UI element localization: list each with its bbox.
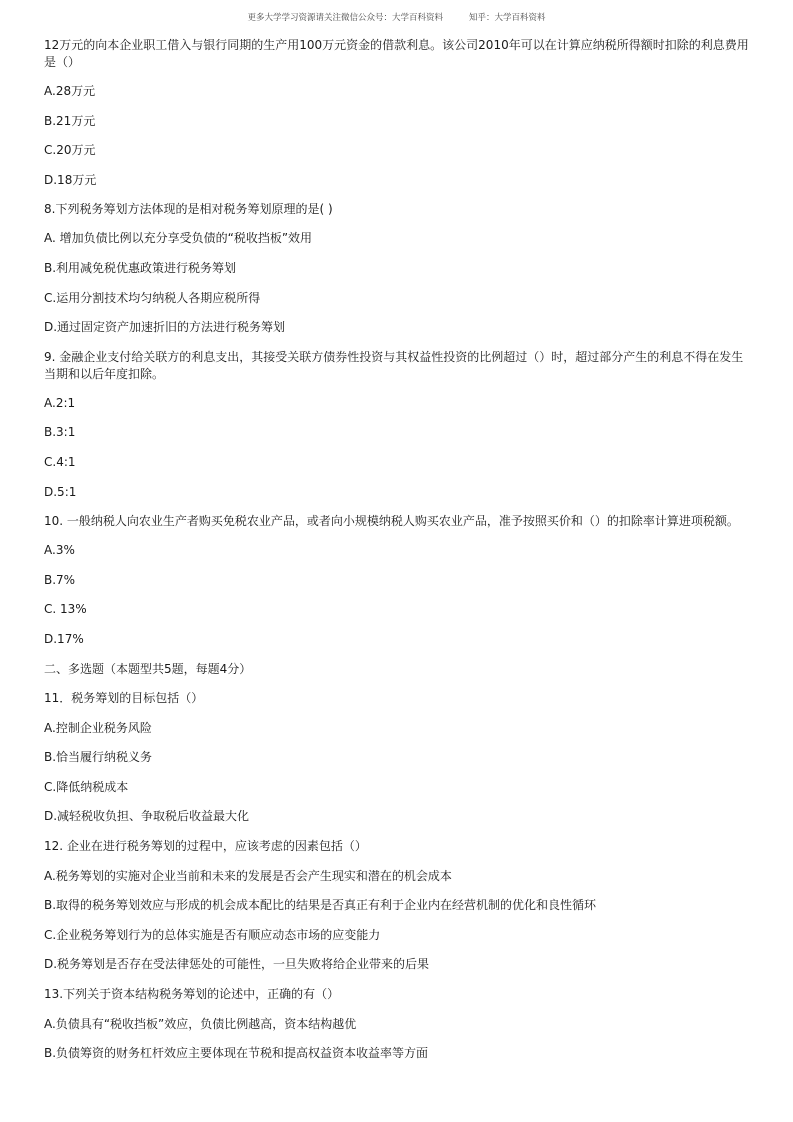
answer-option: B.7% [44, 572, 76, 587]
answer-option: D.减轻税收负担、争取税后收益最大化 [44, 809, 250, 824]
answer-option: 13.下列关于资本结构税务筹划的论述中，正确的有（） [44, 987, 340, 1002]
answer-option: D.税务筹划是否存在受法律惩处的可能性，一旦失败将给企业带来的后果 [44, 957, 430, 972]
page-header [0, 11, 793, 23]
question-text: 10. 一般纳税人向农业生产者购买免税农业产品，或者向小规模纳税人购买农业产品，准予按照买价和（）的扣除率计算进项税额。 [44, 514, 739, 529]
answer-option: 12. 企业在进行税务筹划的过程中，应该考虑的因素包括（） [44, 839, 367, 854]
answer-option: A.28万元 [44, 84, 96, 98]
answer-option: B.3:1 [44, 425, 76, 440]
question-text: 8.下列税务筹划方法体现的是相对税务筹划原理的是( ) [44, 202, 333, 217]
answer-option: B.21万元 [44, 113, 96, 128]
answer-option: D.通过固定资产加速折旧的方法进行税务筹划 [44, 320, 286, 335]
answer-option: D.17% [44, 631, 84, 646]
answer-option: C.降低纳税成本 [44, 779, 129, 794]
answer-option: D.18万元 [44, 172, 97, 187]
answer-option: A.3% [44, 543, 75, 558]
answer-option: C.运用分割技术均匀纳税人各期应税所得 [44, 290, 261, 305]
exam-content [44, 37, 754, 1075]
answer-option: A.税务筹划的实施对企业当前和未来的发展是否会产生现实和潜在的机会成本 [44, 868, 452, 883]
answer-option: A.2:1 [44, 395, 76, 410]
answer-option: C. 13% [44, 602, 87, 617]
answer-option: A. 增加负债比例以充分享受负债的“税收挡板”效用 [44, 231, 313, 246]
answer-option: C.企业税务筹划行为的总体实施是否有顺应动态市场的应变能力 [44, 927, 381, 942]
answer-option: B.负债筹资的财务杠杆效应主要体现在节税和提高权益资本收益率等方面 [44, 1046, 429, 1061]
answer-option: D.5:1 [44, 484, 77, 499]
answer-option: B.利用减免税优惠政策进行税务筹划 [44, 260, 237, 275]
answer-option: C.4:1 [44, 454, 76, 469]
answer-option: B.恰当履行纳税义务 [44, 750, 153, 765]
answer-option: C.20万元 [44, 143, 96, 158]
header-zhihu-note: 知乎：大学百科资料 [469, 13, 546, 23]
answer-option: A.负债具有“税收挡板”效应，负债比例越高，资本结构越优 [44, 1016, 357, 1031]
header-wechat-note: 更多大学学习资源请关注微信公众号：大学百科资料 [247, 13, 443, 23]
answer-option: 二、多选题（本题型共5题，每题4分） [44, 661, 252, 676]
answer-option: B.取得的税务筹划效应与形成的机会成本配比的结果是否真正有利于企业内在经营机制的优化和良性循环 [44, 898, 597, 913]
answer-option: A.控制企业税务风险 [44, 720, 152, 735]
answer-option: 11．税务筹划的目标包括（） [44, 691, 204, 706]
question-text: 12万元的向本企业职工借入与银行同期的生产用100万元资金的借款利息。该公司2010年可以在计算应纳税所得额时扣除的利息费用是（） [44, 38, 749, 69]
question-text: 9. 金融企业支付给关联方的利息支出，其接受关联方债券性投资与其权益性投资的比例超过（）时，超过部分产生的利息不得在发生当期和以后年度扣除。 [44, 349, 744, 381]
